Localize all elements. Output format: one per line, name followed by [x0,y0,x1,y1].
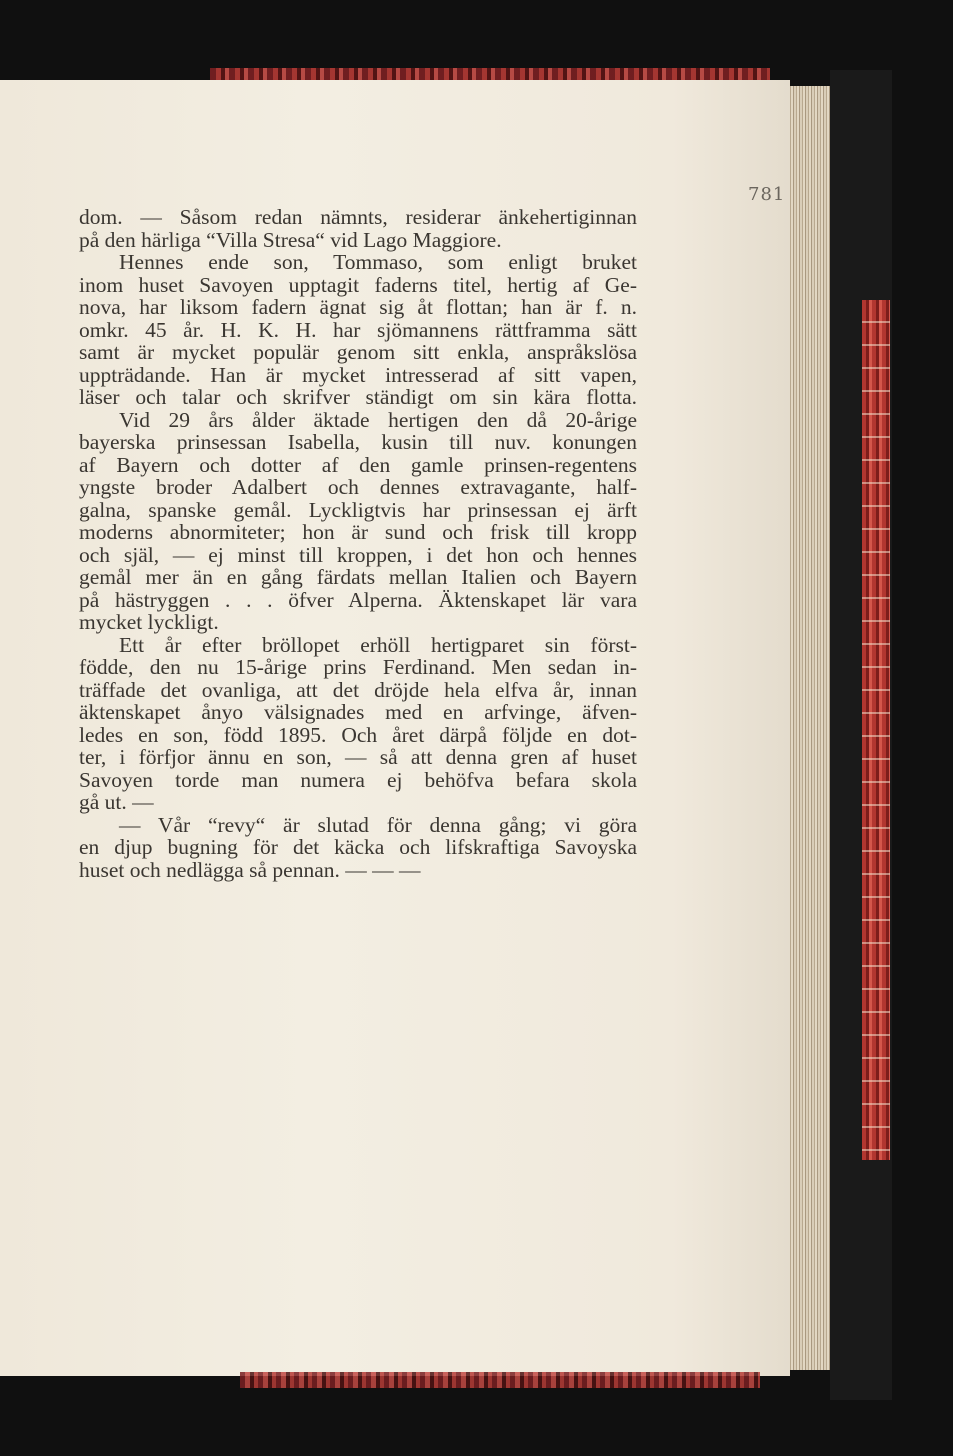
page-stack-edge [788,86,830,1370]
text-line: af Bayern och dotter af den gamle prinsen-regentens [79,452,637,477]
text-line: gå ut. — [79,790,154,814]
marbled-edge-bottom [240,1372,760,1388]
text-line: träffade det ovanliga, att det dröjde hela elfva år, innan [79,677,637,702]
text-line: ledes en son, född 1895. Och året därpå följde en dot- [79,722,637,747]
text-line: på hästryggen . . . öfver Alperna. Äktenskapet lär vara [79,587,637,612]
text-line: Vid 29 års ålder äktade hertigen den då 20-årige [119,407,637,432]
text-line: huset och nedlägga så pennan. — — — [79,857,421,882]
page-number: 781 [748,184,786,205]
text-line: Savoyen torde man numera ej behöfva befara skola [79,767,637,792]
text-line: läser och talar och skrifver ständigt om sin kära flotta. [79,385,637,409]
text-line: samt är mycket populär genom sitt enkla, anspråkslösa [79,340,637,364]
text-line: ter, i förfjor ännu en son, — så att denna gren af huset [79,745,637,769]
text-line: moderns abnormiteter; hon är sund och frisk till kropp [79,520,637,544]
text-line: äktenskapet ånyo välsignades med en arfvinge, äfven- [79,700,637,724]
text-line: bayerska prinsessan Isabella, kusin till nuv. konungen [79,430,637,454]
text-line: mycket lyckligt. [79,610,219,634]
text-line: gemål mer än en gång färdats mellan Italien och Bayern [79,565,637,589]
text-line: födde, den nu 15-årige prins Ferdinand. Men sedan in- [79,655,637,679]
marbled-cover-strip [862,300,890,1160]
text-line: yngste broder Adalbert och dennes extravagante, half- [79,475,637,499]
text-line: galna, spanske gemål. Lyckligtvis har prinsessan ej ärft [79,497,637,522]
text-line: uppträdande. Han är mycket intresserad af sitt vapen, [79,362,637,387]
text-line: omkr. 45 år. H. K. H. har sjömannens rättframma sätt [79,317,637,342]
text-line: — Vår “revy“ är slutad för denna gång; vi göra [119,812,637,837]
body-text [79,206,637,881]
text-line: Ett år efter bröllopet erhöll hertigparet sin först- [119,632,637,657]
text-line: och själ, — ej minst till kroppen, i det hon och hennes [79,542,637,567]
text-line: nova, har liksom fadern ägnat sig åt flottan; han är f. n. [79,295,637,319]
text-line: på den härliga “Villa Stresa“ vid Lago Maggiore. [79,227,502,252]
text-line: dom. — Såsom redan nämnts, residerar änkehertiginnan [79,205,637,229]
text-line: en djup bugning för det käcka och lifskraftiga Savoyska [79,835,637,859]
text-line: inom huset Savoyen upptagit faderns titel, hertig af Ge- [79,272,637,297]
text-line: Hennes ende son, Tommaso, som enligt bruket [119,250,637,274]
